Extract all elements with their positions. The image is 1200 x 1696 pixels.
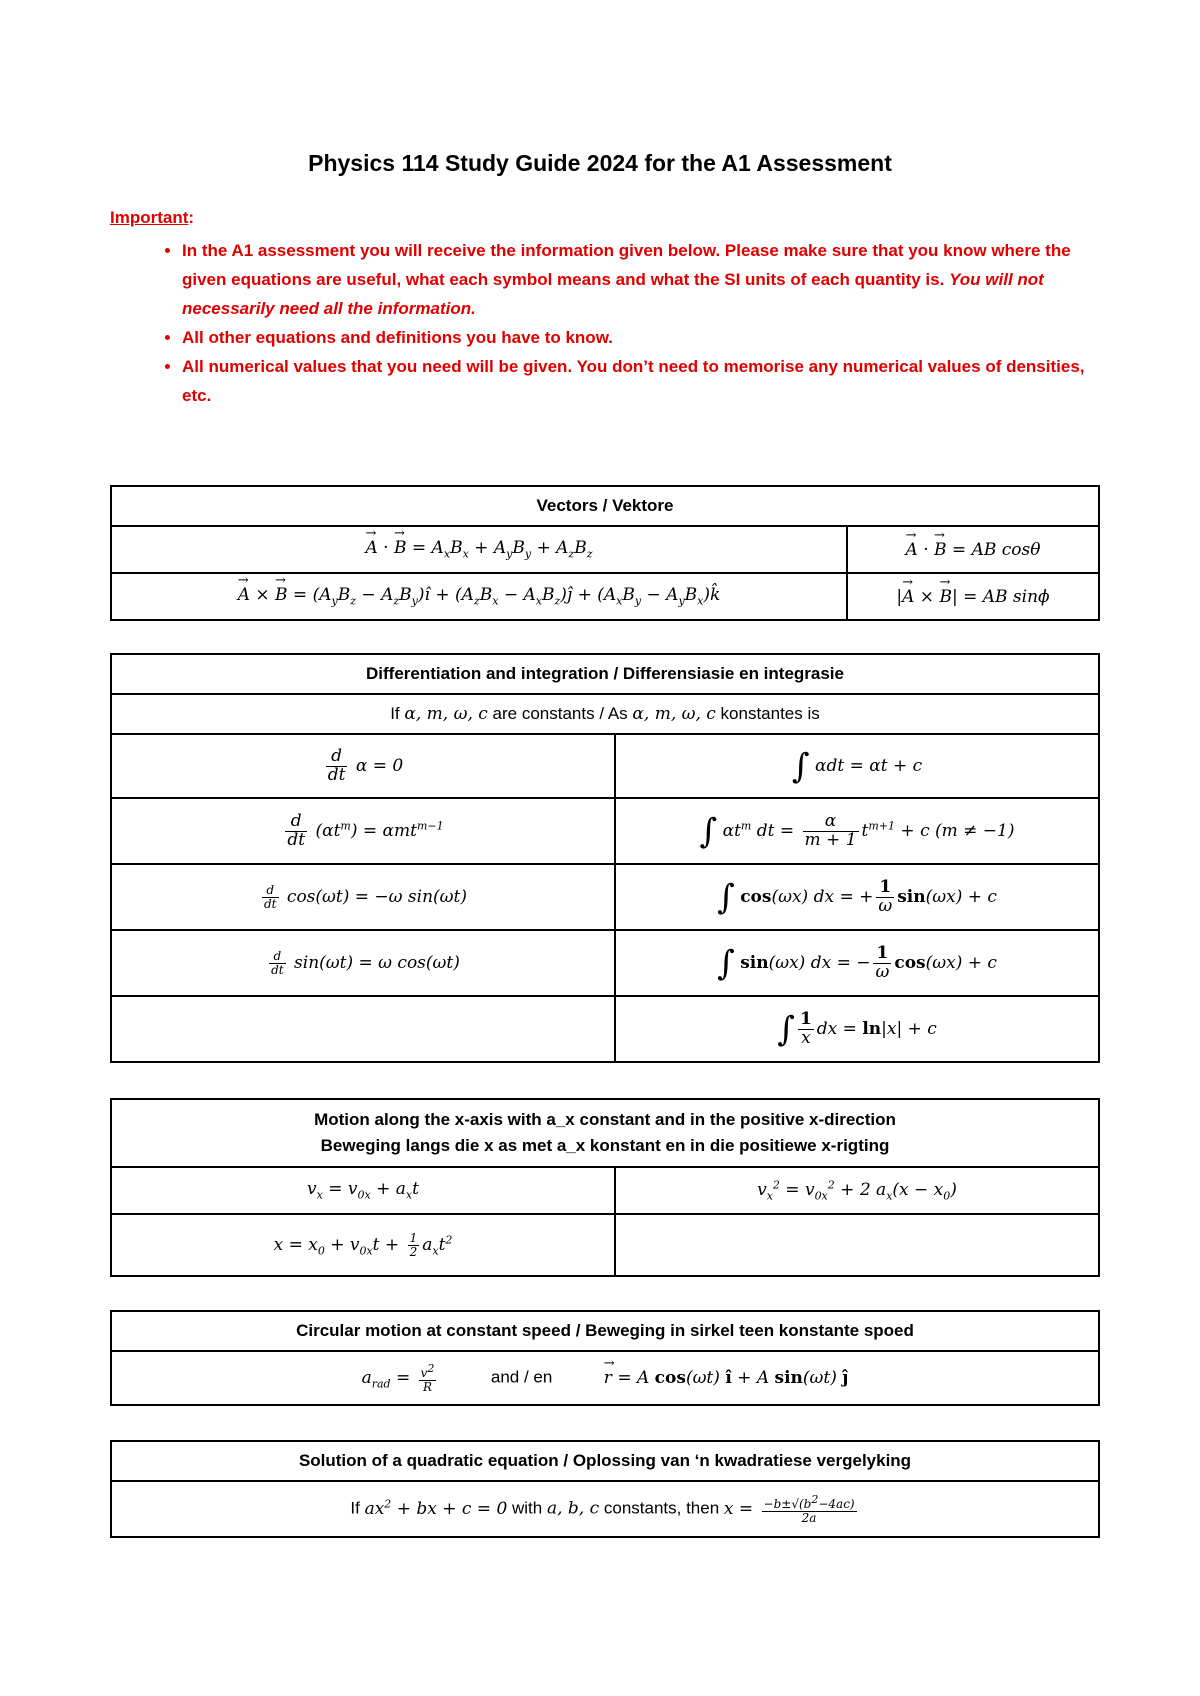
velocity-position-equation: $v_x^2 = v_{0x}^2 + 2$ $a_x(x - x_0)$ [615,1167,1099,1214]
circular-equations: $a_{rad}$ = $\frac{v^2}{R}$ and / en → r = A cos(ωt) î + A sin(ωt) ĵ [111,1351,1099,1405]
cross-product-magnitude: |→ A × → B| = AB sinϕ [847,573,1099,620]
quadratic-formula: If $ax^2$ + bx + c = 0 with a, b, c constants, then x = $\frac{-b\pm√(b^2-4ac)}{2a}$ [111,1481,1099,1537]
vectors-header: Vectors / Vektore [111,486,1099,526]
dot-product-magnitude: → A · → B = AB cosθ [847,526,1099,573]
circular-connector: and / en [490,1367,553,1387]
calculus-subheader: If α, m, ω, c are constants / As α, m, ω, c konstantes is [111,694,1099,734]
motion-header-line-2: Beweging langs die x as met a_x konstant en in die positiewe x-rigting [320,1136,890,1155]
motion-header-line-1: Motion along the x-axis with a_x constant and in the positive x-direction [314,1110,896,1129]
circular-table [110,1310,1100,1406]
dot-product-components: → A · → $B = A_xB_x + A_yB_y + A_zB_z$ [111,526,847,573]
integral-sin: ∫ sin(ωx) dx = − $\frac{1}{\omega}$ cos(ωx) + c [615,930,1099,996]
derivative-cos: $\frac{d}{dt}$ cos(ωt) = −ω sin(ωt) [111,864,615,930]
circular-header: Circular motion at constant speed / Beweging in sirkel teen konstante spoed [111,1311,1099,1351]
cross-product-components: → A × → $B = (A_yB_z$ − $A_zB_y)î + (A_zB_x$ − $A_xB_z)ĵ + (A_xB_y$ − $A_yB_x)k̂$ [111,573,847,620]
integral-constant: ∫ αdt = αt + c [615,734,1099,798]
important-bullet-3: • All numerical values that you need will be given. You don’t need to memorise any numerical values of densities, etc. [182,352,1110,410]
position-time-equation: $x = x_0 + v_{0x}t$ + $\frac{1}{2}$ $a_xt^2$ [111,1214,615,1276]
empty-cell [111,996,615,1062]
important-bullet-2: • All other equations and definitions you have to know. [182,323,1110,352]
motion-table [110,1098,1100,1277]
motion-header [111,1099,1099,1167]
calculus-header: Differentiation and integration / Differensiasie en integrasie [111,654,1099,694]
quadratic-header: Solution of a quadratic equation / Oplossing van ‘n kwadratiese vergelyking [111,1441,1099,1481]
integral-cos: ∫ cos(ωx) dx = + $\frac{1}{\omega}$ sin(ωx) + c [615,864,1099,930]
derivative-constant: $\frac{d}{dt}$ α = 0 [111,734,615,798]
vectors-table [110,485,1100,621]
important-notice [110,208,1110,410]
velocity-time-equation: $v_x = v_{0x} + a_xt$ [111,1167,615,1214]
calculus-table [110,653,1100,1063]
important-heading: Important [110,208,189,227]
important-list [110,236,1110,410]
quadratic-table [110,1440,1100,1538]
important-bullet-1: • In the A1 assessment you will receive the information given below. Please make sure that you know where the given equations are useful, what each symbol means and what the SI units of each quantity is. You will not necessarily need all the information. [182,236,1110,323]
important-bullet-1-italic: You will not necessarily need all the information. [182,270,1044,318]
derivative-power: $\frac{d}{dt}$ $(\alpha t^m) = \alpha mt^{m-1}$ [111,798,615,864]
derivative-sin: $\frac{d}{dt}$ sin(ωt) = ω cos(ωt) [111,930,615,996]
integral-reciprocal: ∫ $\frac{1}{x}$ dx = ln|x| + c [615,996,1099,1062]
important-colon: : [188,208,195,227]
integral-power: ∫ $\alpha t^m$ dt = $\frac{\alpha}{m + 1}$ $t^{m+1} + c$ (m ≠ −1) [615,798,1099,864]
page-title: Physics 114 Study Guide 2024 for the A1 Assessment [308,150,892,176]
empty-cell [615,1214,1099,1276]
